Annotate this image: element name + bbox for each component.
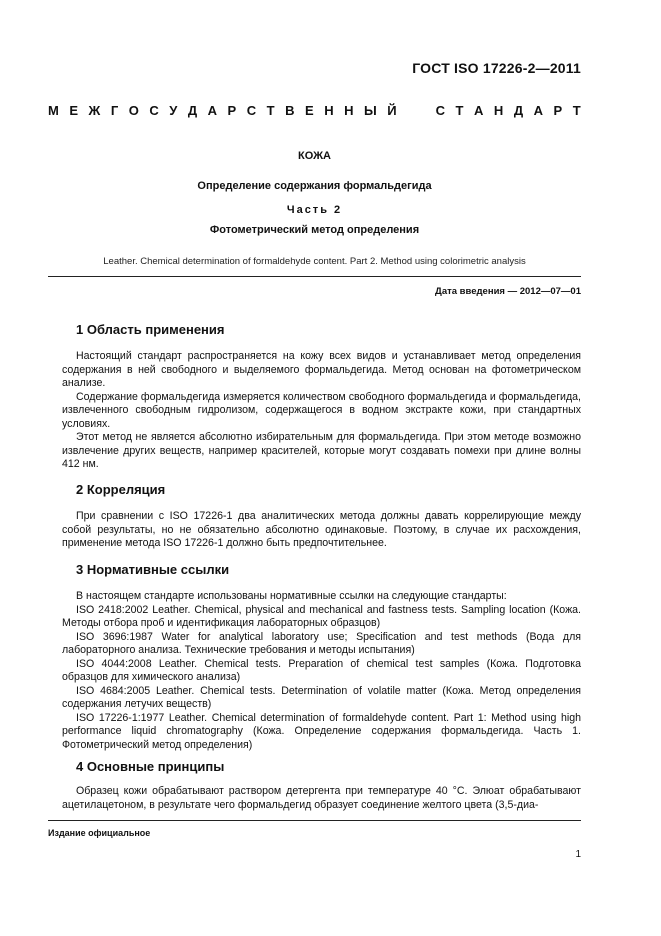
edition-label: Издание официальное xyxy=(48,828,151,838)
section-heading-correlation: 2 Корреляция xyxy=(76,482,166,497)
english-title: Leather. Chemical determination of formaldehyde content. Part 2. Method using colorimetric analysis xyxy=(103,256,526,267)
section-heading-scope: 1 Область применения xyxy=(76,322,225,337)
banner-letter: Р xyxy=(227,103,237,118)
page-number: 1 xyxy=(575,849,581,860)
reference-item: ISO 2418:2002 Leather. Chemical, physical and mechanical and fastness tests. Sampling location (Кожа. Методы отбора проб и идентификация лабораторных образцов) xyxy=(62,603,581,629)
banner-letter: Е xyxy=(69,103,79,118)
section-body-references xyxy=(62,590,581,752)
banner-letter: С xyxy=(246,103,257,118)
banner-letter: Н xyxy=(493,103,504,118)
section-body-principles xyxy=(62,785,581,812)
banner-letter: Т xyxy=(455,103,464,118)
paragraph: Образец кожи обрабатывают раствором детергента при температуре 40 °С. Элюат обрабатывают ацетилацетоном, в результате чего формальдегид образует соединение желтого цвета (3,5-диа- xyxy=(62,785,581,811)
reference-item: ISO 17226-1:1977 Leather. Chemical determination of formaldehyde content. Part 1: Method using high performance liquid chromatography (Кожа. Определение содержания формальдегида. Часть 1. Фотометрический метод определения) xyxy=(62,711,581,751)
banner-letter: Р xyxy=(553,103,563,118)
banner-letter: А xyxy=(474,103,484,118)
banner-letter: Й xyxy=(387,103,397,118)
section-body-correlation xyxy=(62,510,581,551)
banner-letter: Д xyxy=(187,103,198,118)
part-title: Фотометрический метод определения xyxy=(209,224,420,236)
banner-letter: А xyxy=(533,103,543,118)
section-heading-references: 3 Нормативные ссылки xyxy=(76,562,230,577)
banner-letter: Т xyxy=(572,103,581,118)
banner-letter: В xyxy=(285,103,295,118)
banner-letter: Г xyxy=(110,103,119,118)
banner-letter: М xyxy=(48,103,59,118)
paragraph: Этот метод не является абсолютно избирательным для формальдегида. При этом методе возможно извлечение других веществ, например красителей, которые могут создавать помехи при длине волны 412 нм. xyxy=(62,431,581,470)
interstate-standard-banner xyxy=(48,103,581,118)
banner-letter: О xyxy=(128,103,139,118)
paragraph: Настоящий стандарт распространяется на кожу всех видов и устанавливает метод определения содержания в ней свободного и выделяемого формальдегида. Метод основан на фотометрическом анализе. xyxy=(62,350,581,389)
reference-item: ISO 4044:2008 Leather. Chemical tests. Preparation of chemical test samples (Кожа. Подготовка образцов для химического анализа) xyxy=(62,657,581,683)
document-title: КОЖА xyxy=(297,150,331,162)
reference-item: ISO 3696:1987 Water for analytical laboratory use; Specification and test methods (Вода для лабораторного анализа. Технические требования и методы испытания) xyxy=(62,630,581,656)
standard-code: ГОСТ ISO 17226-2—2011 xyxy=(412,60,581,76)
banner-letter: С xyxy=(435,103,446,118)
divider-top xyxy=(48,276,581,277)
banner-word-gap xyxy=(407,103,425,118)
banner-letter: Т xyxy=(266,103,275,118)
banner-letter: С xyxy=(149,103,159,118)
section-heading-principles: 4 Основные принципы xyxy=(76,759,225,774)
banner-letter: Ы xyxy=(364,103,377,118)
paragraph: В настоящем стандарте использованы нормативные ссылки на следующие стандарты: xyxy=(76,590,507,602)
banner-letter: Н xyxy=(324,103,334,118)
banner-letter: Ж xyxy=(88,103,101,118)
banner-letter: Д xyxy=(513,103,524,118)
paragraph: При сравнении с ISO 17226-1 два аналитических метода должны давать коррелирующие между собой результаты, но не обязательно абсолютно одинаковые. Поэтому, в случае их расхождения, применение метода ISO 17226-1 должно быть предпочтительнее. xyxy=(62,510,581,549)
banner-letter: А xyxy=(207,103,218,118)
document-subtitle: Определение содержания формальдегида xyxy=(197,180,432,192)
banner-letter: У xyxy=(169,103,178,118)
part-label: Часть 2 xyxy=(286,204,343,216)
reference-item: ISO 4684:2005 Leather. Chemical tests. Determination of volatile matter (Кожа. Метод определения содержания летучих веществ) xyxy=(62,684,581,710)
banner-letter: Н xyxy=(344,103,354,118)
introduction-date: Дата введения — 2012—07—01 xyxy=(435,286,581,297)
divider-bottom xyxy=(48,820,581,821)
banner-letter: Е xyxy=(305,103,314,118)
paragraph: Содержание формальдегида измеряется количеством свободного формальдегида и формальдегида, извлеченного свободным гидролизом, содержащегося в водном экстракте кожи, при стандартных условиях. xyxy=(62,390,581,430)
section-body-scope xyxy=(62,350,581,472)
